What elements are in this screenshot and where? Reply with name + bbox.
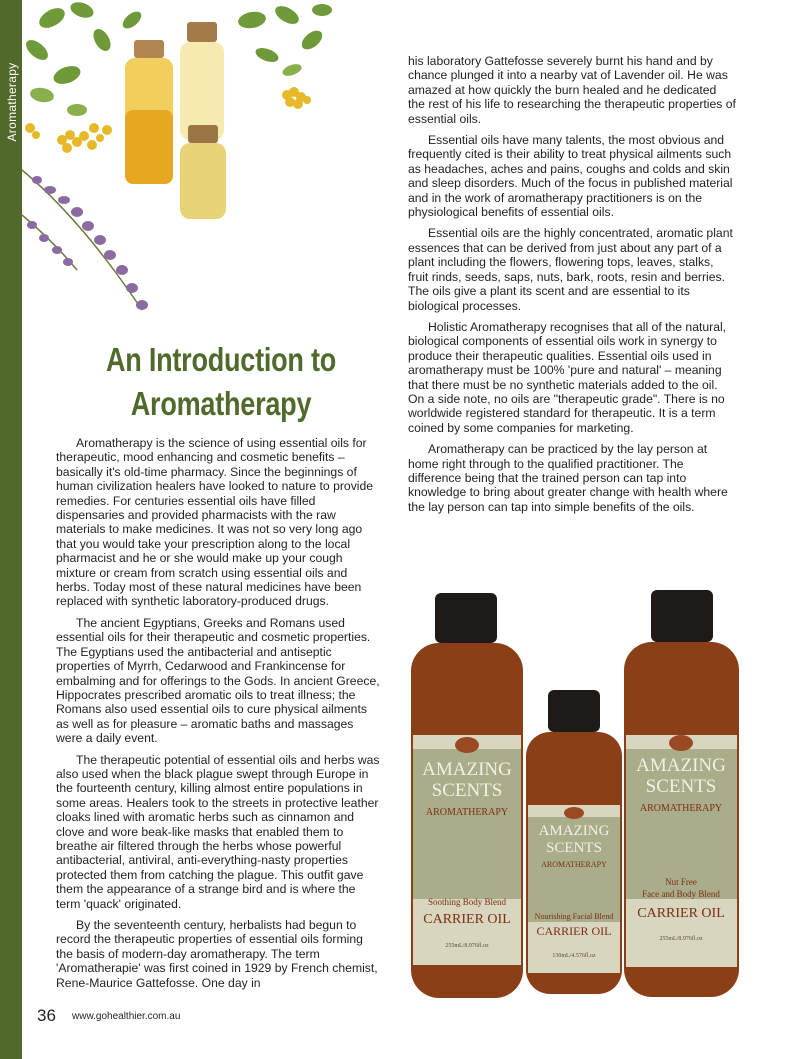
svg-text:CARRIER OIL: CARRIER OIL [637, 906, 725, 921]
paragraph: Aromatherapy is the science of using essential oils for therapeutic, mood enhancing and cosmetic benefits – basically it's old-time pharmacy. Since the beginnings of human civilization healers have looked to nature to provide remedies. For centuries essential oils have filled dispensaries and provided pharmacists with the raw materials to make medicines. It was not so very long ago that you would take your prescription along to the local pharmacist and he or she would make up your cough mixture or cream from scratch using essential oils and herbs. Today most of these natural medicines have been replaced with synthetic laboratory-produced drugs. [56, 436, 374, 609]
svg-text:CARRIER OIL: CARRIER OIL [536, 924, 612, 938]
section-label: Aromatherapy [5, 62, 19, 142]
paragraph: his laboratory Gattefosse severely burnt his hand and by chance plunged it into a nearby vat of Lavender oil. He was amazed at how quickly the burn healed and he dedicated the rest of his life to researching the therapeutic properties of essential oils. [408, 54, 736, 126]
svg-text:AMAZING: AMAZING [636, 755, 726, 776]
paragraph: Essential oils have many talents, the most obvious and frequently cited is their ability to treat physical ailments such as headaches, aches and pains, coughs and colds and skin and sleep disorders. Much of the focus in published material and in the work of aromatherapy practitioners is on the physiological benefits of essential oils. [408, 133, 733, 220]
svg-text:AMAZING: AMAZING [538, 823, 610, 839]
svg-text:SCENTS: SCENTS [431, 780, 503, 801]
section-sidebar [0, 0, 22, 1059]
svg-text:CARRIER OIL: CARRIER OIL [423, 912, 511, 927]
svg-text:Soothing Body Blend: Soothing Body Blend [427, 897, 507, 907]
paragraph: The ancient Egyptians, Greeks and Romans used essential oils for their therapeutic and cosmetic properties. The Egyptians used the antibacterial and antiseptic properties of Myrrh, Cedarwood and Frankincense for embalming and for offerings to the Gods. In ancient Greece, Hippocrates prescribed aromatic oils to treat illness; the Romans also used essential oils to cure physical ailments as well as for pleasure – aromatic baths and massages were a daily event. [56, 615, 380, 746]
svg-text:AROMATHERAPY: AROMATHERAPY [541, 860, 607, 869]
right-text-column [408, 54, 736, 521]
svg-text:Nourishing Facial Blend: Nourishing Facial Blend [534, 912, 614, 921]
svg-text:AMAZING: AMAZING [422, 759, 512, 780]
paragraph: Holistic Aromatherapy recognises that all of the natural, biological components of essential oils work in synergy to produce their therapeutic qualities. Essential oils used in aromatherapy must be 100% 'pure and natural' – meaning that there must be no synthetic materials added to the oil. On a side note, no oils are "therapeutic grade". There is no worldwide registered standard for therapeutic. It is a term coined by some companies for marketing. [408, 319, 727, 435]
svg-text:SCENTS: SCENTS [546, 840, 602, 856]
left-text-column [56, 436, 382, 990]
svg-text:255mL/8.976fl.oz: 255mL/8.976fl.oz [445, 943, 489, 949]
svg-text:AROMATHERAPY: AROMATHERAPY [425, 807, 509, 818]
paragraph: Essential oils are the highly concentrated, aromatic plant essences that can be derived from just about any part of a plant including the flowers, flowering tops, leaves, stalks, fruit rinds, seeds, saps, nuts, bark, roots, resin and berries. The oils give a plant its scent and are essential to its biological processes. [408, 226, 733, 313]
svg-text:Face and Body Blend: Face and Body Blend [642, 889, 720, 899]
svg-text:SCENTS: SCENTS [645, 776, 717, 797]
svg-text:130mL/4.576fl.oz: 130mL/4.576fl.oz [552, 953, 596, 959]
paragraph: The therapeutic potential of essential oils and herbs was also used when the black plague swept through Europe in the fourteenth century, killing almost entire populations in some areas. Healers took to the streets in protective leather cloaks lined with aromatic herbs such as cinnamon and clove and wore beak-like masks that enabled them to breathe air filtered through the herbs whose powerful antibacterial, antiviral, anti-everything-nasty properties protected them from catching the plague. This outfit gave them the appearance of a strange bird and is where the term 'quack' originated. [56, 752, 380, 911]
hero-herbs-oil-bottles-image [22, 0, 352, 330]
svg-text:255mL/8.976fl.oz: 255mL/8.976fl.oz [659, 936, 703, 942]
article-title: An Introduction to Aromatherapy [105, 341, 337, 422]
svg-text:Nut Free: Nut Free [665, 877, 697, 887]
svg-text:AROMATHERAPY: AROMATHERAPY [639, 803, 723, 814]
footer-url: www.gohealthier.com.au [72, 1011, 181, 1022]
paragraph: Aromatherapy can be practiced by the lay person at home right through to the qualified practitioner. The difference being that the trained person can tap into knowledge to bring about greater change with health where the lay person can tap into simple benefits of the oils. [408, 442, 728, 514]
paragraph: By the seventeenth century, herbalists had begun to record the therapeutic properties of essential oils forming the basis of modern-day aromatherapy. The term 'Aromatherapie' was first coined in 1929 by French chemist, Rene-Maurice Gattefosse. One day in [56, 918, 378, 990]
product-bottles-image [408, 585, 743, 1000]
page-number: 36 [37, 1006, 56, 1025]
